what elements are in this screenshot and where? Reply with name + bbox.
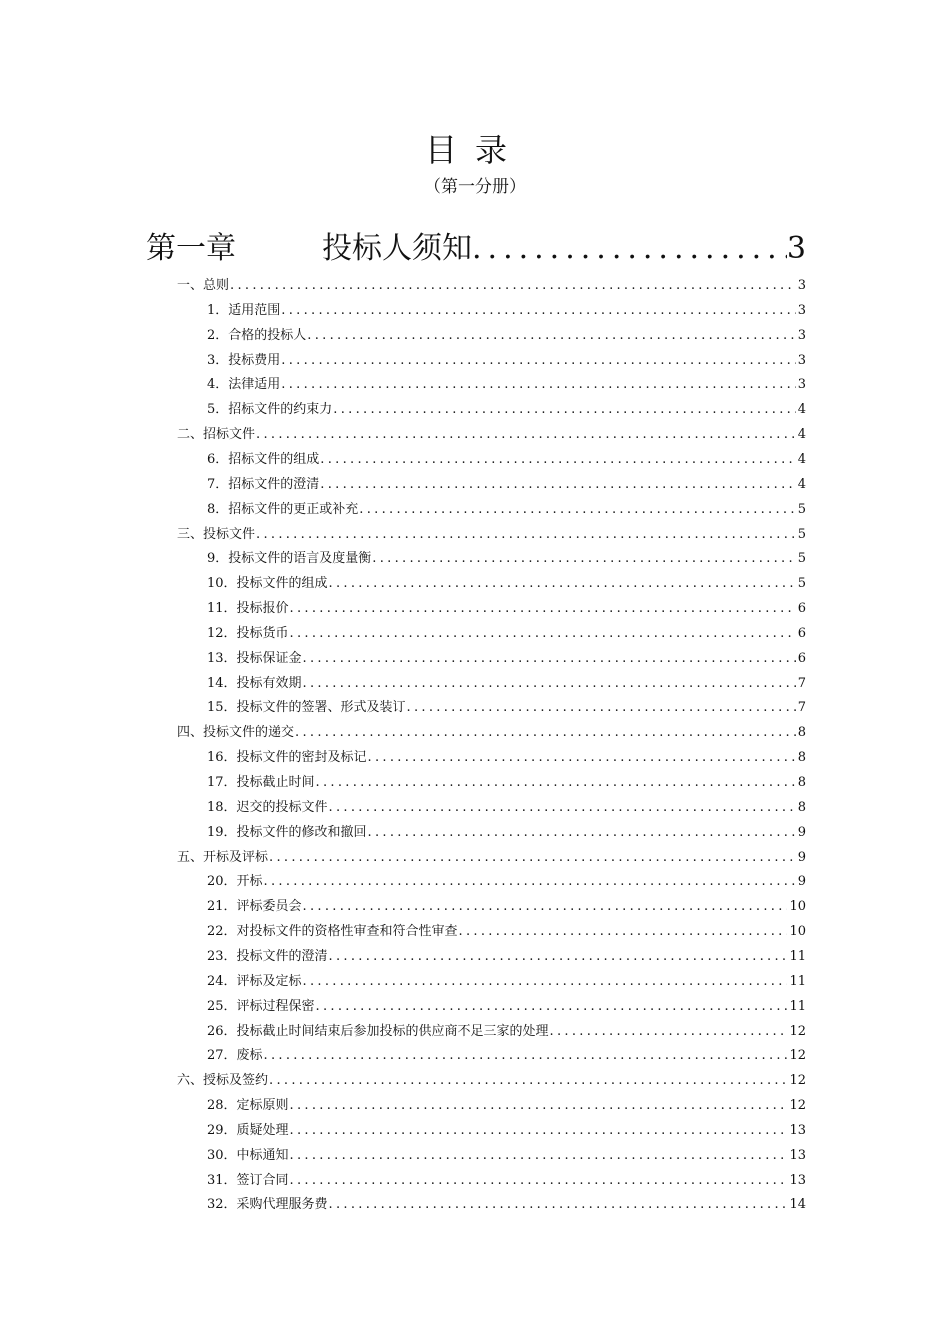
chapter-page-number: 3 <box>786 231 806 266</box>
dot-leader <box>269 1069 787 1093</box>
toc-subsection-entry[interactable] <box>207 324 806 348</box>
toc-entry-label: 18．迟交的投标文件 <box>207 799 328 815</box>
toc-entry-label: 13．投标保证金 <box>207 650 302 666</box>
toc-entry-label: 6．招标文件的组成 <box>207 451 320 467</box>
dot-leader <box>290 1169 788 1193</box>
toc-entry-page-number: 8 <box>797 799 806 815</box>
toc-entry-label: 9．投标文件的语言及度量衡 <box>207 551 372 567</box>
toc-entry-label: 24．评标及定标 <box>207 973 302 989</box>
dot-leader <box>281 299 795 323</box>
dot-leader <box>316 771 796 795</box>
toc-subsection-entry[interactable] <box>207 572 806 596</box>
toc-entry-label: 10．投标文件的组成 <box>207 576 328 592</box>
toc-entry-label: 31．签订合同 <box>207 1172 289 1188</box>
toc-entry-label: 4．法律适用 <box>207 377 281 393</box>
dot-leader <box>290 1094 788 1118</box>
toc-entry-page-number: 7 <box>797 700 806 716</box>
toc-entry-page-number: 9 <box>797 874 806 890</box>
toc-entry-page-number: 4 <box>797 402 806 418</box>
toc-subsection-entry[interactable] <box>207 473 806 497</box>
chapter-title: 投标人须知 <box>322 231 472 266</box>
dot-leader <box>303 895 788 919</box>
dot-leader <box>295 721 796 745</box>
toc-subsection-entry[interactable] <box>207 448 806 472</box>
toc-entry-page-number: 4 <box>797 451 806 467</box>
toc-entry-page-number: 8 <box>797 725 806 741</box>
toc-entry-label: 21．评标委员会 <box>207 899 302 915</box>
dot-leader <box>368 821 796 845</box>
toc-subsection-entry[interactable] <box>207 796 806 820</box>
dot-leader <box>472 228 787 270</box>
toc-entry-label: 三、投标文件 <box>177 526 256 542</box>
dot-leader <box>281 349 795 373</box>
toc-entry-page-number: 3 <box>797 278 806 293</box>
dot-leader <box>281 373 795 397</box>
toc-subsection-entry[interactable] <box>207 547 806 571</box>
toc-entry-page-number: 9 <box>797 824 806 840</box>
toc-subsection-entry[interactable] <box>207 299 806 323</box>
toc-entry-label: 17．投标截止时间 <box>207 775 315 790</box>
toc-entry-page-number: 12 <box>789 1098 806 1114</box>
toc-entry-page-number: 3 <box>797 327 806 343</box>
dot-leader <box>359 498 795 522</box>
toc-entry-label: 30．中标通知 <box>207 1147 289 1163</box>
dot-leader <box>230 274 796 298</box>
toc-entry-page-number: 5 <box>797 551 806 567</box>
toc-entry-page-number: 9 <box>797 849 806 865</box>
toc-entry-page-number: 7 <box>797 675 806 691</box>
toc-subsection-entry[interactable] <box>207 1193 806 1217</box>
toc-entry-label: 2．合格的投标人 <box>207 327 307 343</box>
toc-entry-page-number: 12 <box>789 1048 806 1064</box>
toc-subsection-entry[interactable] <box>207 1169 806 1193</box>
toc-section-entry[interactable] <box>177 721 806 745</box>
toc-subsection-entry[interactable] <box>207 945 806 969</box>
dot-leader <box>290 622 796 646</box>
toc-entry-page-number: 5 <box>797 576 806 592</box>
toc-section-entry[interactable] <box>177 423 806 447</box>
toc-entry-page-number: 8 <box>797 775 806 790</box>
toc-entry-page-number: 11 <box>789 998 806 1014</box>
toc-entry-page-number: 8 <box>797 750 806 766</box>
toc-entry-label: 22．对投标文件的资格性审查和符合性审查 <box>207 924 458 940</box>
toc-subsection-entry[interactable] <box>207 920 806 944</box>
toc-subsection-entry[interactable] <box>207 995 806 1019</box>
dot-leader <box>269 846 796 870</box>
dot-leader <box>459 920 788 944</box>
dot-leader <box>329 945 788 969</box>
toc-entry-page-number: 5 <box>797 526 806 542</box>
toc-entry-label: 六、授标及签约 <box>177 1073 269 1089</box>
dot-leader <box>368 746 796 770</box>
dot-leader <box>316 995 788 1019</box>
toc-entry-label: 27．废标 <box>207 1048 263 1064</box>
toc-entry-page-number: 12 <box>789 1023 806 1039</box>
toc-entry-label: 15．投标文件的签署、形式及装订 <box>207 700 406 716</box>
dot-leader <box>303 970 788 994</box>
toc-entry-label: 25．评标过程保密 <box>207 998 315 1014</box>
dot-leader <box>333 398 795 422</box>
dot-leader <box>264 1044 788 1068</box>
page-title: 目录 <box>424 131 525 169</box>
toc-entry-label: 五、开标及评标 <box>177 849 269 865</box>
toc-subsection-entry[interactable] <box>207 498 806 522</box>
toc-entry-page-number: 12 <box>789 1073 806 1089</box>
toc-subsection-entry[interactable] <box>207 821 806 845</box>
toc-entry-label: 二、招标文件 <box>177 427 256 443</box>
toc-entry-page-number: 3 <box>797 302 806 318</box>
toc-entry-label: 14．投标有效期 <box>207 675 302 691</box>
toc-subsection-entry[interactable] <box>207 895 806 919</box>
toc-subsection-entry[interactable] <box>207 672 806 696</box>
toc-subsection-entry[interactable] <box>207 771 806 795</box>
toc-entry-label: 7．招标文件的澄清 <box>207 476 320 492</box>
toc-entry-label: 16．投标文件的密封及标记 <box>207 750 367 766</box>
dot-leader <box>329 1193 788 1217</box>
dot-leader <box>320 448 795 472</box>
dot-leader <box>256 523 796 547</box>
toc-entry-page-number: 3 <box>797 377 806 393</box>
toc-entry-label: 26．投标截止时间结束后参加投标的供应商不足三家的处理 <box>207 1023 549 1039</box>
dot-leader <box>264 870 796 894</box>
toc-subsection-entry[interactable] <box>207 746 806 770</box>
toc-entry-page-number: 13 <box>789 1147 806 1163</box>
dot-leader <box>256 423 796 447</box>
toc-entry-label: 8．招标文件的更正或补充 <box>207 501 359 517</box>
dot-leader <box>372 547 795 571</box>
dot-leader <box>329 796 796 820</box>
toc-entry-label: 11．投标报价 <box>207 601 289 617</box>
toc-section-entry[interactable] <box>177 274 806 298</box>
dot-leader <box>407 696 796 720</box>
toc-entry-label: 四、投标文件的递交 <box>177 725 295 741</box>
toc-entry-page-number: 5 <box>797 501 806 517</box>
dot-leader <box>290 1144 788 1168</box>
dot-leader <box>303 672 796 696</box>
page-subtitle: （第一分册） <box>424 177 526 197</box>
toc-subsection-entry[interactable] <box>207 870 806 894</box>
toc-entry-page-number: 4 <box>797 427 806 443</box>
toc-entry-page-number: 13 <box>789 1172 806 1188</box>
toc-subsection-entry[interactable] <box>207 696 806 720</box>
dot-leader <box>290 1119 788 1143</box>
dot-leader <box>290 597 796 621</box>
toc-entry-page-number: 10 <box>789 899 806 915</box>
toc-subsection-entry[interactable] <box>207 1119 806 1143</box>
toc-subsection-entry[interactable] <box>207 349 806 373</box>
toc-subsection-entry[interactable] <box>207 1044 806 1068</box>
toc-entry-page-number: 6 <box>797 650 806 666</box>
toc-entry-label: 12．投标货币 <box>207 625 289 641</box>
toc-entry-page-number: 14 <box>789 1197 806 1213</box>
toc-entry-page-number: 3 <box>797 352 806 368</box>
toc-subsection-entry[interactable] <box>207 622 806 646</box>
toc-subsection-entry[interactable] <box>207 1144 806 1168</box>
dot-leader <box>307 324 795 348</box>
toc-entry-label: 29．质疑处理 <box>207 1122 289 1138</box>
toc-section-entry[interactable] <box>177 523 806 547</box>
toc-entry-label: 一、总则 <box>177 278 230 293</box>
toc-entry-page-number: 6 <box>797 625 806 641</box>
dot-leader <box>329 572 796 596</box>
toc-subsection-entry[interactable] <box>207 398 806 422</box>
toc-subsection-entry[interactable] <box>207 1094 806 1118</box>
toc-entry-label: 1．适用范围 <box>207 302 281 318</box>
toc-entry-label: 28．定标原则 <box>207 1098 289 1114</box>
toc-subsection-entry[interactable] <box>207 373 806 397</box>
dot-leader <box>303 647 796 671</box>
toc-entry-label: 19．投标文件的修改和撤回 <box>207 824 367 840</box>
toc-entry-page-number: 11 <box>789 973 806 989</box>
toc-entry-label: 32．采购代理服务费 <box>207 1197 328 1213</box>
toc-entry-page-number: 6 <box>797 601 806 617</box>
toc-entry-page-number: 4 <box>797 476 806 492</box>
toc-entry-page-number: 10 <box>789 924 806 940</box>
dot-leader <box>320 473 795 497</box>
toc-entry-page-number: 13 <box>789 1122 806 1138</box>
toc-section-entry[interactable] <box>177 846 806 870</box>
toc-entry-label: 23．投标文件的澄清 <box>207 948 328 964</box>
chapter-number: 第一章 <box>146 231 236 266</box>
toc-entry-label: 3．投标费用 <box>207 352 281 368</box>
toc-subsection-entry[interactable] <box>207 647 806 671</box>
toc-subsection-entry[interactable] <box>207 597 806 621</box>
toc-entry-label: 5．招标文件的约束力 <box>207 402 333 418</box>
toc-entry-page-number: 11 <box>789 948 806 964</box>
toc-chapter-heading[interactable] <box>146 228 806 270</box>
toc-subsection-entry[interactable] <box>207 1020 806 1044</box>
toc-entry-label: 20．开标 <box>207 874 263 890</box>
toc-section-entry[interactable] <box>177 1069 806 1093</box>
toc-subsection-entry[interactable] <box>207 970 806 994</box>
dot-leader <box>550 1020 788 1044</box>
